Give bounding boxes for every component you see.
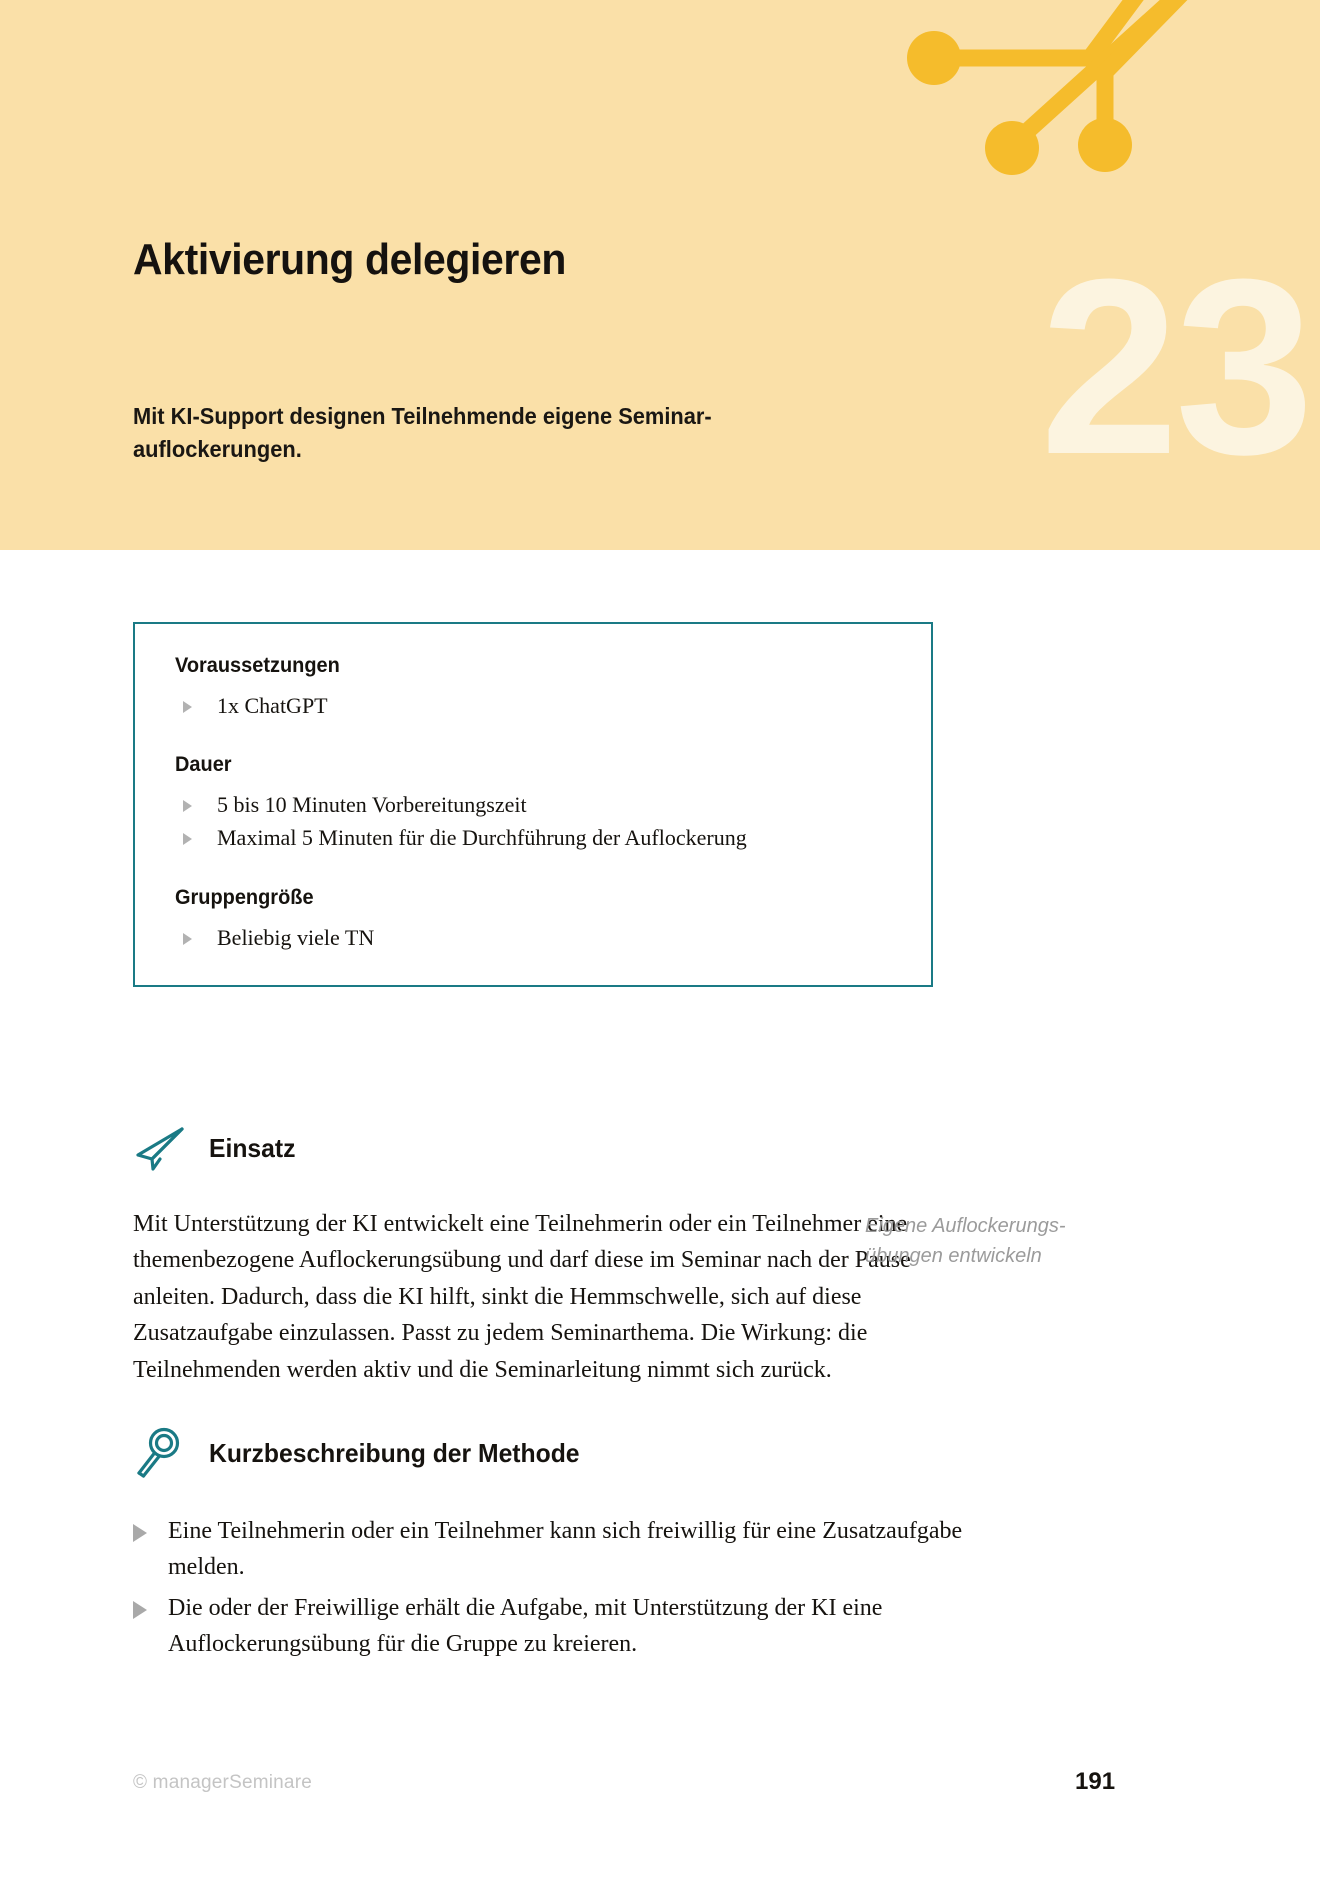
methode-section bbox=[133, 1425, 1233, 1667]
einsatz-title: Einsatz bbox=[209, 1132, 296, 1163]
footer-copyright: © managerSeminare bbox=[133, 1772, 312, 1793]
circuit-node-icon bbox=[985, 121, 1039, 175]
triangle-bullet-icon bbox=[183, 800, 192, 812]
header-band bbox=[0, 0, 1320, 550]
list-item bbox=[133, 1513, 993, 1586]
list-item-label: Eine Teilnehmerin oder ein Teilnehmer kann sich freiwillig für eine Zusatzaufgabe melden. bbox=[168, 1518, 963, 1581]
list-item-label: 5 bis 10 Minuten Vorbereitungszeit bbox=[217, 792, 527, 818]
list-item-label: 1x ChatGPT bbox=[217, 693, 328, 718]
list-item bbox=[133, 1590, 993, 1663]
circuit-node-icon bbox=[1078, 118, 1132, 172]
methode-title: Kurzbeschreibung der Methode bbox=[209, 1437, 580, 1468]
list-item bbox=[175, 822, 931, 853]
magnifier-icon bbox=[133, 1427, 189, 1479]
list-item-label: Beliebig viele TN bbox=[217, 924, 375, 950]
requirements-box bbox=[133, 622, 933, 987]
list-item bbox=[175, 690, 931, 721]
page-title: Aktivierung delegieren bbox=[133, 235, 566, 285]
triangle-bullet-icon bbox=[183, 833, 192, 845]
page-number: 191 bbox=[1075, 1768, 1116, 1795]
list-item bbox=[175, 789, 931, 820]
triangle-bullet-icon bbox=[183, 701, 192, 713]
circuit-node-icon bbox=[907, 31, 961, 85]
info-heading-gruppengroesse: Gruppengröße bbox=[175, 885, 314, 909]
info-list-dauer bbox=[175, 789, 931, 853]
einsatz-paragraph: Mit Unterstützung der KI entwickelt eine Teilnehmerin oder ein Teilnehmer eine themenbezogene Auflockerungsübung und darf diese im Seminar nach der Pause anleiten. Dadurch, dass die KI hilft, sinkt die Hemmschwelle, sich auf diese Zusatzaufgabe einzulassen. Passt zu jedem Seminarthema. Die Wirkung: die Teilnehmenden werden aktiv und die Seminarleitung nimmt sich zurück. bbox=[133, 1211, 911, 1383]
methode-heading bbox=[133, 1425, 1233, 1481]
info-list-gruppengroesse bbox=[175, 922, 931, 953]
margin-note: Eigene Auflockerungs-übungen entwickeln bbox=[865, 1215, 1066, 1267]
page-subtitle: Mit KI-Support designen Teilnehmende eigene Seminar-auflockerungen. bbox=[133, 403, 712, 462]
einsatz-body bbox=[133, 1206, 933, 1388]
info-heading-voraussetzungen: Voraussetzungen bbox=[175, 654, 340, 677]
triangle-bullet-icon bbox=[183, 933, 192, 945]
list-item-label: Die oder der Freiwillige erhält die Aufgabe, mit Unterstützung der KI eine Auflockerungsübung für die Gruppe zu kreieren. bbox=[168, 1594, 883, 1658]
methode-list bbox=[133, 1513, 993, 1663]
info-heading-dauer: Dauer bbox=[175, 753, 232, 777]
chapter-number: 23 bbox=[1039, 227, 1310, 506]
list-item-label: Maximal 5 Minuten für die Durchführung der Auflockerung bbox=[217, 825, 747, 851]
list-item bbox=[175, 922, 931, 953]
circuit-decoration-icon bbox=[900, 0, 1320, 230]
triangle-bullet-icon bbox=[133, 1601, 147, 1619]
paper-plane-icon bbox=[133, 1122, 189, 1174]
info-list-voraussetzungen bbox=[175, 690, 931, 721]
einsatz-heading bbox=[133, 1120, 1233, 1176]
triangle-bullet-icon bbox=[133, 1524, 147, 1542]
